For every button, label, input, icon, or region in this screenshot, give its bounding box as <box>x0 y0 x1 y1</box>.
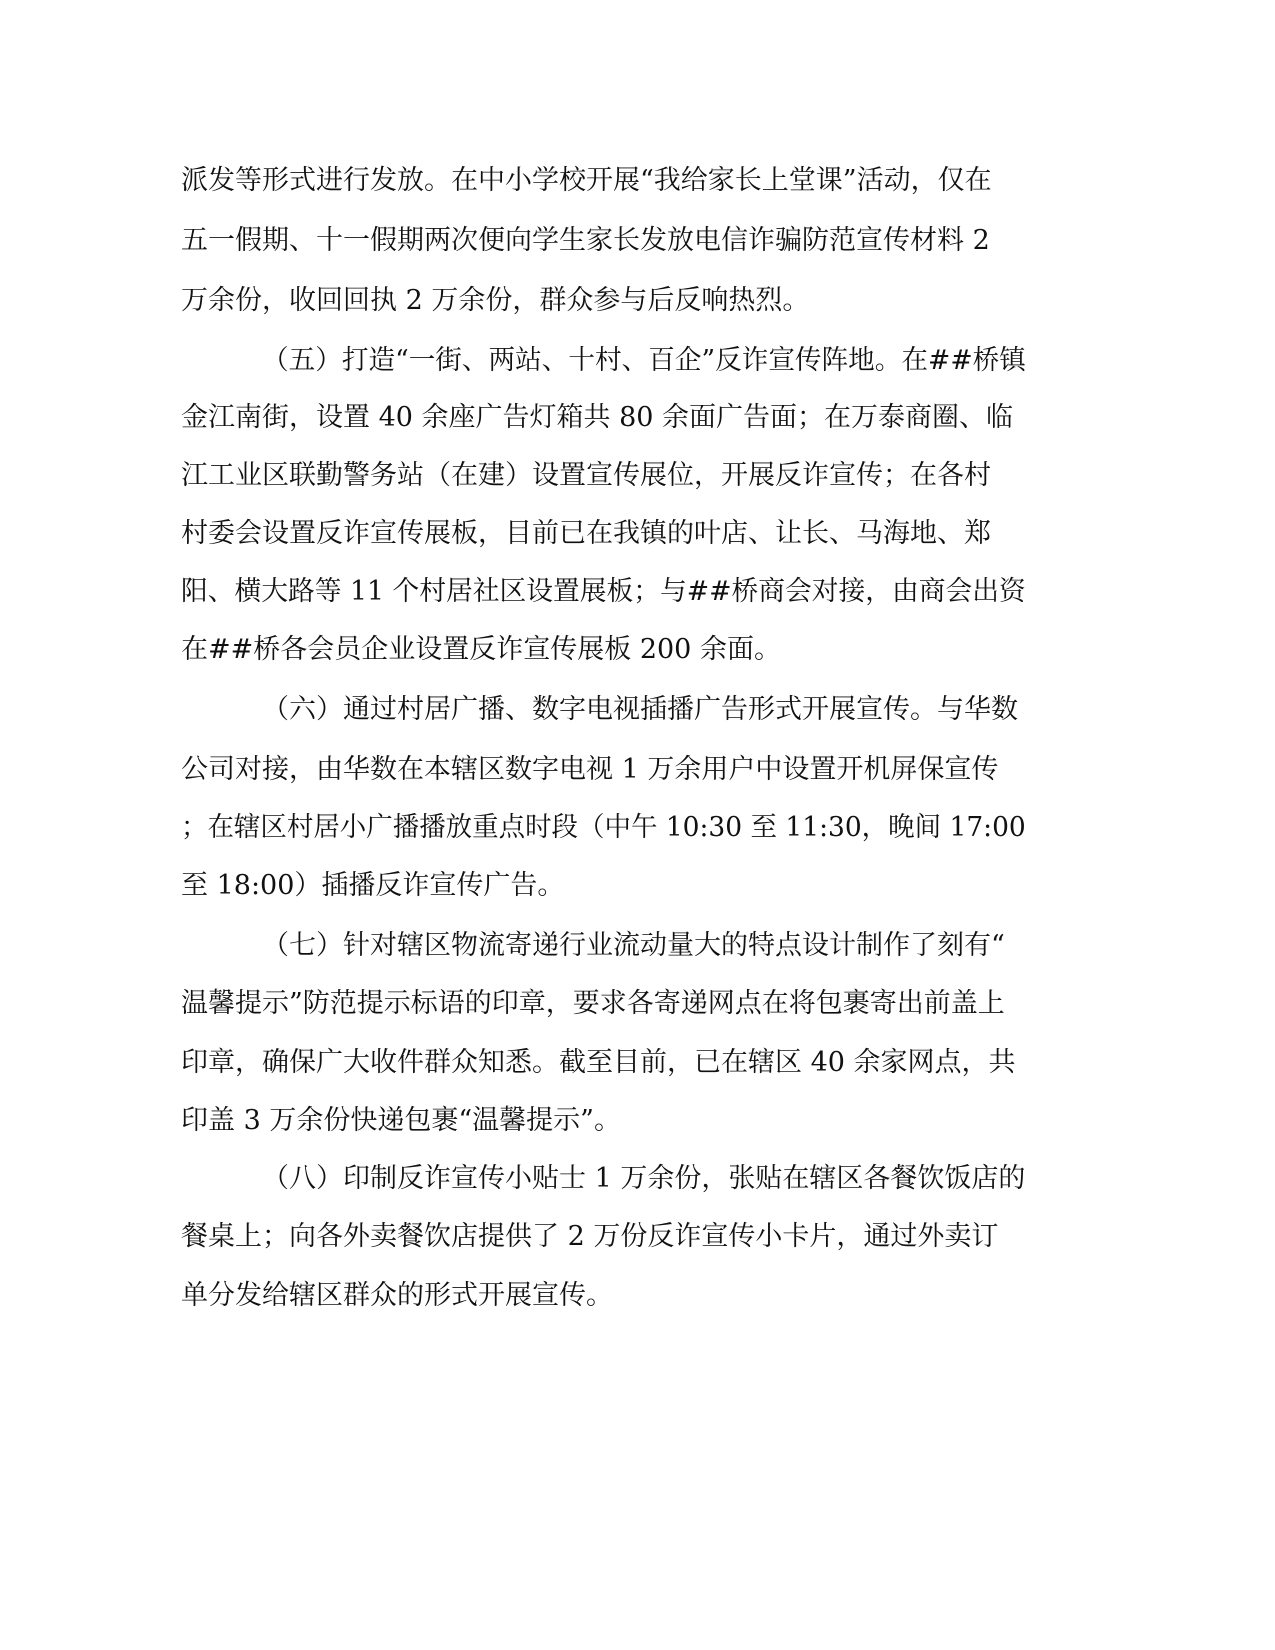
paragraph-heading-5: （五）打造“一街、两站、十村、百企”反诈宣传阵地。在##桥镇 <box>262 345 1026 376</box>
paragraph-heading-6: （六）通过村居广播、数字电视插播广告形式开展宣传。与华数 <box>262 694 1018 725</box>
text-line: 温馨提示”防范提示标语的印章，要求各寄递网点在将包裹寄出前盖上 <box>181 988 1005 1019</box>
paragraph-heading-7: （七）针对辖区物流寄递行业流动量大的特点设计制作了刻有“ <box>262 930 1005 961</box>
text-line: 印章，确保广大收件群众知悉。截至目前，已在辖区 40 余家网点，共 <box>181 1047 1016 1078</box>
text-line: 江工业区联勤警务站（在建）设置宣传展位，开展反诈宣传；在各村 <box>181 460 991 491</box>
text-line: 在##桥各会员企业设置反诈宣传展板 200 余面。 <box>181 634 781 665</box>
text-line: 至 18:00）插播反诈宣传广告。 <box>181 870 565 901</box>
text-line: 派发等形式进行发放。在中小学校开展“我给家长上堂课”活动，仅在 <box>181 165 992 196</box>
text-line: 公司对接，由华数在本辖区数字电视 1 万余用户中设置开机屏保宣传 <box>181 754 999 785</box>
text-line: 五一假期、十一假期两次便向学生家长发放电信诈骗防范宣传材料 2 <box>181 225 990 256</box>
text-line: 万余份，收回回执 2 万余份，群众参与后反响热烈。 <box>181 285 810 316</box>
paragraph-heading-8: （八）印制反诈宣传小贴士 1 万余份，张贴在辖区各餐饮饭店的 <box>262 1163 1026 1194</box>
text-line: ；在辖区村居小广播播放重点时段（中午 10:30 至 11:30，晚间 17:00 <box>181 812 1026 843</box>
text-line: 村委会设置反诈宣传展板，目前已在我镇的叶店、让长、马海地、郑 <box>181 518 991 549</box>
text-line: 餐桌上；向各外卖餐饮店提供了 2 万份反诈宣传小卡片，通过外卖订 <box>181 1221 999 1252</box>
text-line: 金江南街，设置 40 余座广告灯箱共 80 余面广告面；在万泰商圈、临 <box>181 402 1014 433</box>
text-line: 阳、横大路等 11 个村居社区设置展板；与##桥商会对接，由商会出资 <box>181 576 1026 607</box>
text-line: 单分发给辖区群众的形式开展宣传。 <box>181 1280 613 1311</box>
text-line: 印盖 3 万余份快递包裹“温馨提示”。 <box>181 1105 621 1136</box>
